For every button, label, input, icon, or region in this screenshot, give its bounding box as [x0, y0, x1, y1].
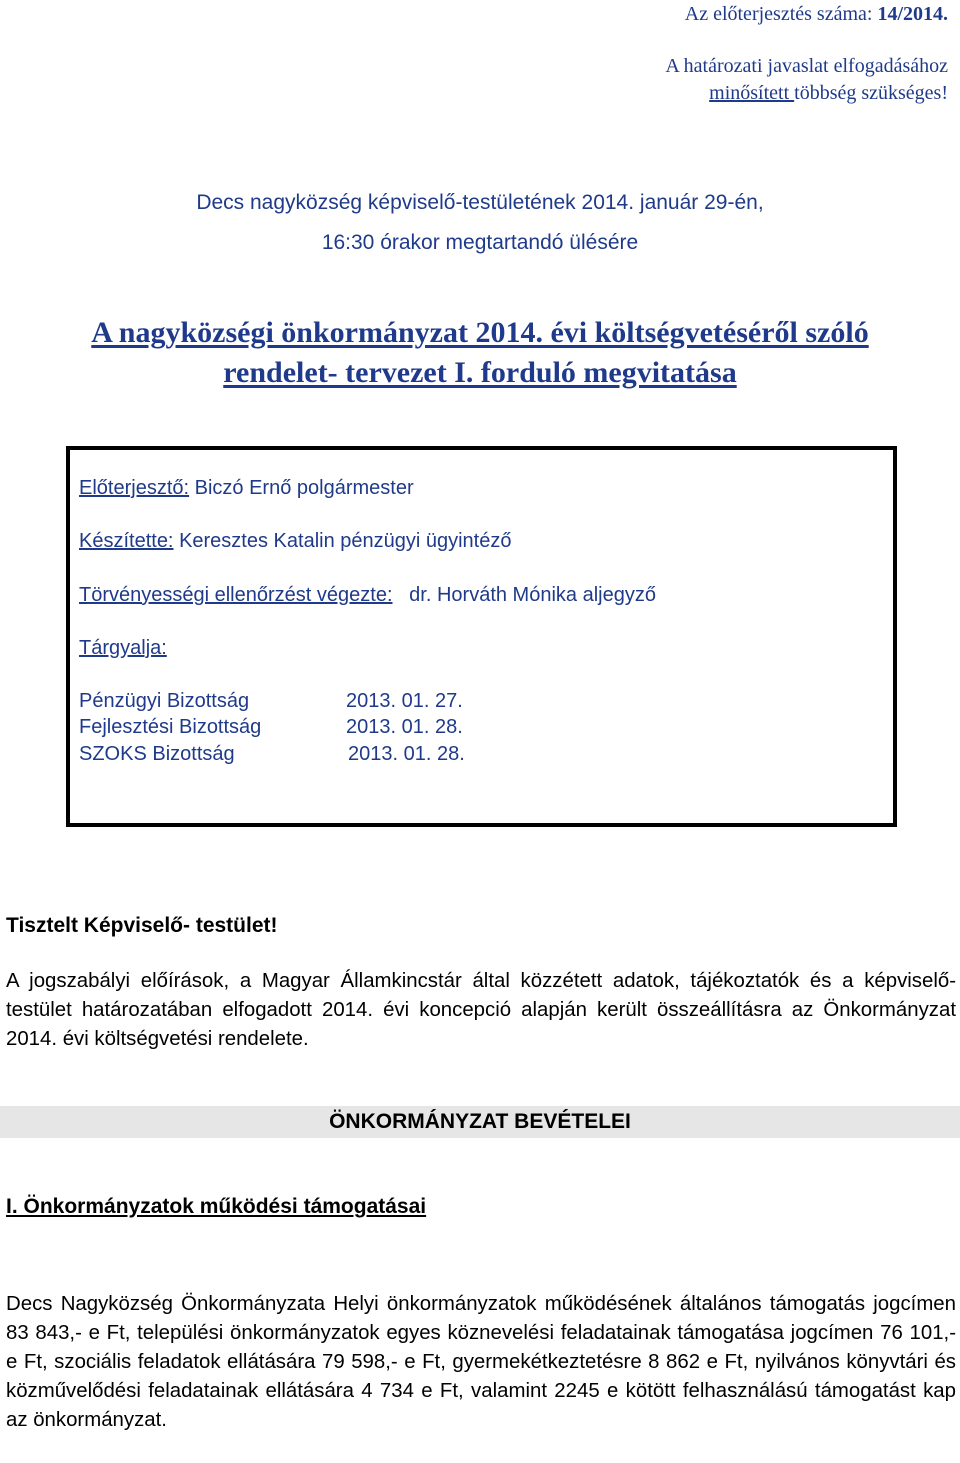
- presenter-row: [79, 477, 414, 500]
- document-title-line1: A nagyközségi önkormányzat 2014. évi költségvetéséről szóló: [91, 316, 869, 349]
- committee-date: 2013. 01. 27.: [346, 690, 463, 712]
- document-title-line2: rendelet- tervezet I. forduló megvitatása: [223, 356, 737, 389]
- prepared-row: [79, 530, 511, 553]
- discussed-label: Tárgyalja:: [79, 637, 167, 659]
- subsection-title: I. Önkormányzatok működési támogatásai: [6, 1195, 427, 1218]
- presenter-value: Biczó Ernő polgármester: [194, 477, 414, 499]
- approval-note-line2: [709, 82, 948, 105]
- meeting-line1: Decs nagyközség képviselő-testületének 2014. január 29-én,: [196, 191, 764, 214]
- majority-required-text: többség szükséges!: [794, 82, 948, 104]
- prepared-label: Készítette:: [79, 530, 174, 552]
- committee-date: 2013. 01. 28.: [346, 716, 463, 738]
- proposal-number-value: 14/2014.: [877, 3, 948, 25]
- prepared-value: Keresztes Katalin pénzügyi ügyintéző: [179, 530, 512, 552]
- legal-label: Törvényességi ellenőrzést végezte:: [79, 584, 393, 606]
- section-band-title: ÖNKORMÁNYZAT BEVÉTELEI: [329, 1110, 631, 1133]
- presenter-label: Előterjesztő:: [79, 477, 190, 499]
- support-paragraph: Decs Nagyközség Önkormányzata Helyi önkormányzatok működésének általános támogatás jogcímen 83 843,- e Ft, települési önkormányzatok egyes köznevelési feladatainak támogatása jogcímen 76 101,- e Ft, szociális feladatok ellátására 79 598,- e Ft, gyermekétkeztetésre 8 862 e Ft, nyilvános könyvtári és közművelődési feladatainak ellátására 4 734 e Ft, valamint 2245 e kötött felhasználású támogatást kap az önkormányzat.: [6, 1293, 956, 1431]
- approval-note-line1: A határozati javaslat elfogadásához: [665, 55, 948, 77]
- intro-paragraph: A jogszabályi előírások, a Magyar Államkincstár által közzétett adatok, tájékoztatók és a képviselő-testület határozatában elfogadott 2014. évi koncepció alapján került összeállításra az Önkormányzat 2014. évi költségvetési rendelete.: [6, 970, 956, 1050]
- committee-name: Pénzügyi Bizottság: [79, 690, 250, 712]
- info-box: [66, 446, 897, 827]
- legal-row: [79, 584, 656, 607]
- proposal-number-label: Az előterjesztés száma:: [684, 3, 878, 25]
- committee-name: Fejlesztési Bizottság: [79, 716, 262, 738]
- committee-name: SZOKS Bizottság: [79, 743, 235, 765]
- legal-value: dr. Horváth Mónika aljegyző: [409, 584, 656, 606]
- qualified-majority-text: minősített: [709, 82, 795, 104]
- committee-date: 2013. 01. 28.: [348, 743, 465, 765]
- proposal-number: [685, 3, 948, 26]
- salutation: Tisztelt Képviselő- testület!: [6, 914, 278, 937]
- meeting-line2: 16:30 órakor megtartandó ülésére: [321, 231, 639, 254]
